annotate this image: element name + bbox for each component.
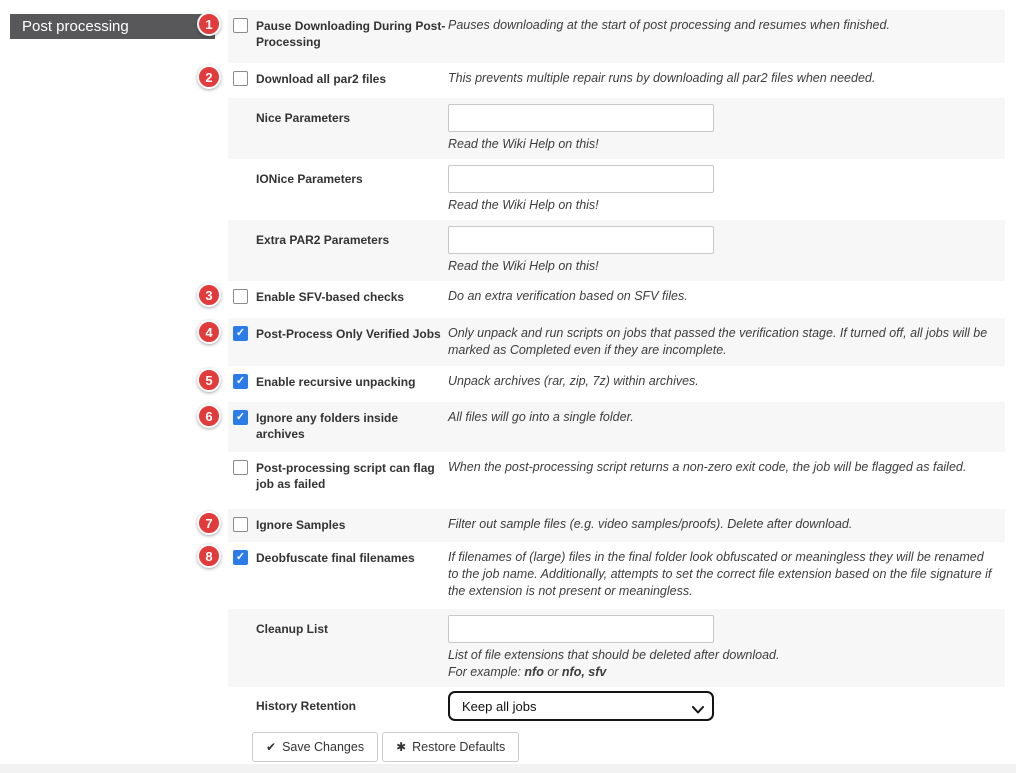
setting-help: Only unpack and run scripts on jobs that passed the verification stage. If turned off, all jobs will be marked as Completed even if they are incomplete. [448,326,988,357]
recursive-unpacking-checkbox[interactable] [233,374,248,389]
step-marker-1: 1 [197,12,221,36]
row-nice-parameters [228,98,1005,159]
setting-label: Pause Downloading During Post-Processing [256,19,446,49]
nice-parameters-input[interactable] [448,104,714,132]
cleanup-list-input[interactable] [448,615,714,643]
setting-help: Filter out sample files (e.g. video samples/proofs). Delete after download. [448,517,853,531]
setting-label: Nice Parameters [256,111,351,125]
row-cleanup-list [228,609,1005,687]
setting-label: Post-processing script can flag job as failed [256,461,435,491]
setting-label: Ignore any folders inside archives [256,411,399,441]
row-extra-par2-parameters [228,220,1005,281]
checkmark-icon: ✓ [235,375,246,387]
step-marker-2: 2 [197,65,221,89]
step-marker-7: 7 [197,511,221,535]
form-actions [228,725,1005,762]
setting-label: Enable SFV-based checks [256,290,405,304]
verified-jobs-checkbox[interactable] [233,326,248,341]
row-ignore-samples [205,509,1005,542]
wiki-help-text: Read the Wiki Help on this! [448,198,599,212]
asterisk-icon: ✱ [396,740,407,754]
ionice-parameters-input[interactable] [448,165,714,193]
wiki-help-text: Read the Wiki Help on this! [448,137,599,151]
download-par2-checkbox[interactable] [233,71,248,86]
row-sfv-checks [205,281,1005,318]
row-pause-downloading [205,10,1005,63]
row-verified-jobs [205,318,1005,366]
row-ignore-folders [205,402,1005,452]
checkmark-icon: ✓ [235,551,246,563]
setting-help: If filenames of (large) files in the final folder look obfuscated or meaningless they will be renamed to the job name. Additionally, attempts to set the correct file extension based on the file signature if the extension is not present or meaningless. [448,550,992,598]
bottom-divider [0,764,1016,773]
cleanup-help-text: List of file extensions that should be deleted after download. [448,648,780,662]
step-marker-8: 8 [197,544,221,568]
setting-label: Cleanup List [256,622,329,636]
history-retention-select[interactable] [448,691,714,721]
setting-help: Do an extra verification based on SFV files. [448,289,688,303]
script-flag-failed-checkbox[interactable] [233,460,248,475]
setting-help: Pauses downloading at the start of post processing and resumes when finished. [448,18,890,32]
page-title: Post processing [10,14,215,39]
wiki-help-text: Read the Wiki Help on this! [448,259,599,273]
setting-label: Deobfuscate final filenames [256,551,415,565]
pause-downloading-checkbox[interactable] [233,18,248,33]
checkmark-icon: ✓ [235,327,246,339]
checkmark-icon: ✓ [235,411,246,423]
setting-help: When the post-processing script returns a non-zero exit code, the job will be flagged as failed. [448,460,967,474]
step-marker-5: 5 [197,368,221,392]
restore-defaults-button[interactable]: ✱ Restore Defaults [382,732,519,762]
save-changes-button[interactable]: ✔ Save Changes [252,732,378,762]
cleanup-example-text: For example: nfo or nfo, sfv [448,665,607,679]
extra-par2-parameters-input[interactable] [448,226,714,254]
ignore-samples-checkbox[interactable] [233,517,248,532]
row-history-retention [228,687,1005,725]
setting-label: Extra PAR2 Parameters [256,233,390,247]
setting-help: This prevents multiple repair runs by downloading all par2 files when needed. [448,71,876,85]
deobfuscate-checkbox[interactable] [233,550,248,565]
row-download-par2 [205,63,1005,98]
ignore-folders-checkbox[interactable] [233,410,248,425]
setting-label: Download all par2 files [256,72,387,86]
row-recursive-unpacking [205,366,1005,402]
step-marker-6: 6 [197,404,221,428]
row-ionice-parameters [228,159,1005,220]
check-icon: ✔ [266,740,277,754]
step-marker-4: 4 [197,320,221,344]
setting-label: History Retention [256,699,357,713]
row-script-flag-failed [228,452,1005,509]
step-marker-3: 3 [197,283,221,307]
setting-label: Post-Process Only Verified Jobs [256,327,441,341]
setting-label: IONice Parameters [256,172,363,186]
row-deobfuscate [205,542,1005,609]
setting-help: Unpack archives (rar, zip, 7z) within archives. [448,374,699,388]
setting-label: Ignore Samples [256,518,346,532]
setting-label: Enable recursive unpacking [256,375,416,389]
settings-form [205,10,1005,762]
sfv-checks-checkbox[interactable] [233,289,248,304]
setting-help: All files will go into a single folder. [448,410,634,424]
